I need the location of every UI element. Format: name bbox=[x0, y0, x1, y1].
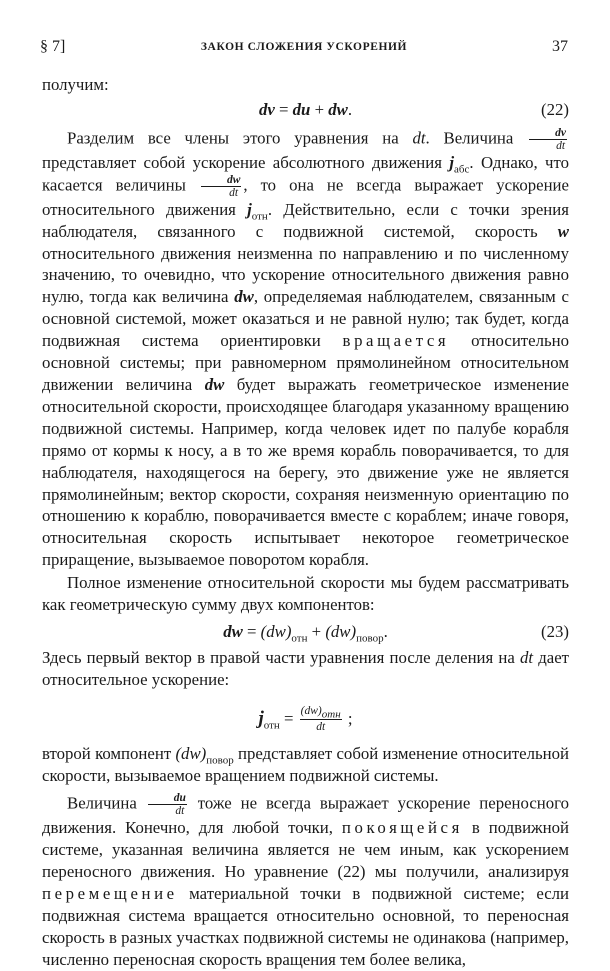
eq23-term1: (dw) bbox=[260, 621, 292, 641]
eq22-plus: + bbox=[310, 99, 329, 119]
eq23-equals: = bbox=[242, 621, 261, 641]
p5-text: в подвижной системе, указанная величина является не чем иным, как ускорением переносного движения. Но уравнение (22) мы получили, анализируя bbox=[42, 818, 569, 882]
eqj-num-sub: отн bbox=[321, 708, 341, 721]
fraction-dv-dt bbox=[529, 127, 567, 152]
running-title: ЗАКОН СЛОЖЕНИЯ УСКОРЕНИЙ bbox=[200, 41, 408, 53]
p1-text: , определяемая наблюдателем, связанным с основной системой, может оказаться и не равной нулю; так будет, когда подвижная система ориентировки bbox=[42, 287, 569, 351]
equation-22 bbox=[42, 99, 569, 121]
eq23-dot: . bbox=[383, 621, 388, 641]
p1-dw: dw bbox=[234, 287, 254, 307]
p1-text: . Однако, что касается величины bbox=[42, 152, 570, 195]
eq22-du: du bbox=[292, 99, 311, 119]
equation-23 bbox=[42, 621, 569, 643]
p1-text: . Действительно, если с точки зрения наблюдателя, связанного с подвижной системой, скорость bbox=[42, 199, 569, 241]
eqj-num: (dw) bbox=[300, 705, 322, 718]
page-body bbox=[42, 74, 569, 971]
eqj-sub: отн bbox=[263, 719, 280, 732]
p4-text: второй компонент bbox=[42, 743, 176, 763]
p1-text: будет выражать геометрическое изменение относительной скорости, происходящее благодаря указанному вращению подвижной системы. Например, когда человек идет по палубе корабля прямо от кормы к носу, а в то же время корабль поворачивается, то для наблюдателя, находящегося на берегу, это движение уже не является прямолинейным; вектор скорости, сохраняя неизменную ориентацию по отношению к кораблю, поворачивается вместе с кораблем; иначе говоря, относительная скорость испытывает некоторое геометрическое приращение, вызываемое поворотом корабля. bbox=[42, 374, 569, 570]
section-marker: § 7] bbox=[40, 38, 66, 55]
p1-text: относительного движения неизменна по направлению и по численному значению, то очевидно, что ускорение относительного движения равно нулю, тогда как величина bbox=[42, 243, 569, 307]
equation-number: (23) bbox=[541, 621, 569, 641]
p5-spaced-word: покоящейся bbox=[341, 818, 463, 838]
p1-j-otn: j bbox=[247, 199, 252, 219]
p1-j-abs: j bbox=[449, 152, 454, 172]
eq23-sub1: отн bbox=[291, 632, 308, 645]
fraction-dw-dt bbox=[201, 174, 241, 199]
paragraph-2: Полное изменение относительной скорости мы будем рассматривать как геометрическую сумму двух компонентов: bbox=[42, 573, 569, 615]
eq22-equals: = bbox=[274, 99, 293, 119]
eqj-semicolon: ; bbox=[343, 708, 353, 728]
p1-text: . Величина bbox=[425, 128, 528, 148]
eq23-lhs: dw bbox=[223, 621, 243, 641]
frac-denominator: dt bbox=[229, 186, 239, 199]
eq23-sub2: повор bbox=[356, 632, 384, 645]
frac-denominator: dt bbox=[556, 139, 566, 152]
p4-term: (dw) bbox=[175, 743, 207, 763]
paragraph-3 bbox=[42, 647, 569, 691]
p1-text: представляет собой ускорение абсолютного движения bbox=[42, 152, 450, 172]
eq23-term2: (dw) bbox=[325, 621, 357, 641]
running-header bbox=[40, 36, 568, 58]
paragraph-1 bbox=[42, 127, 569, 571]
p5-spaced-word: перемещение bbox=[42, 884, 178, 904]
p5-text: тоже не всегда выражает ускорение переносного движения. Конечно, для любой точки, bbox=[42, 793, 569, 838]
paragraph-5 bbox=[42, 792, 569, 970]
eq22-dot: . bbox=[347, 99, 353, 119]
frac-numerator: du bbox=[148, 792, 187, 805]
p1-text: относительно основной системы; при равномерном прямолинейном относительном движении величина bbox=[42, 331, 569, 394]
p1-spaced-word: вращается bbox=[342, 331, 450, 351]
eq23-plus: + bbox=[307, 621, 326, 641]
page-number: 37 bbox=[552, 38, 568, 55]
p1-w: w bbox=[557, 221, 569, 241]
frac-numerator: dv bbox=[529, 127, 567, 140]
p1-otn-sub: отн bbox=[251, 210, 268, 223]
p4-sub: повор bbox=[206, 754, 234, 767]
eqj-j: j bbox=[258, 707, 264, 729]
p1-text: , то она не всегда выражает ускорение относительного движения bbox=[42, 175, 569, 219]
p4-text: представляет собой изменение относительной скорости, вызываемое вращением подвижной системы. bbox=[42, 743, 569, 785]
frac-denominator: dt bbox=[316, 721, 326, 734]
p5-text: материальной точки в подвижной системе; если подвижная система вращается относительно основной, то переносная скорость в разных участках подвижной системы не одинакова (например, численно переносная скорость вращения тем более велика, bbox=[42, 884, 569, 969]
frac-denominator: dt bbox=[175, 805, 185, 818]
equation-number: (22) bbox=[541, 99, 569, 119]
fraction-du-dt bbox=[148, 792, 187, 817]
equation-j-otn bbox=[42, 699, 569, 739]
frac-numerator: dw bbox=[201, 174, 241, 187]
p1-abs-sub: абс bbox=[454, 163, 470, 176]
frac-numerator bbox=[300, 704, 342, 720]
p3-text: дает относительное ускорение: bbox=[42, 647, 570, 689]
paragraph-intro: получим: bbox=[42, 75, 109, 94]
p3-text: Здесь первый вектор в правой части уравнения после деления на bbox=[42, 647, 521, 667]
fraction-dw-otn-dt bbox=[300, 704, 342, 735]
paragraph-4 bbox=[42, 743, 569, 787]
p5-text: Величина bbox=[67, 793, 146, 813]
p1-dt: dt bbox=[412, 128, 426, 148]
p1-text: Разделим все члены этого уравнения на bbox=[67, 128, 413, 148]
eq22-dv: dv bbox=[258, 99, 275, 119]
eqj-equals: = bbox=[279, 708, 298, 728]
eq22-dw: dw bbox=[328, 99, 348, 119]
p1-dw: dw bbox=[204, 374, 225, 394]
p3-dt: dt bbox=[520, 647, 534, 667]
